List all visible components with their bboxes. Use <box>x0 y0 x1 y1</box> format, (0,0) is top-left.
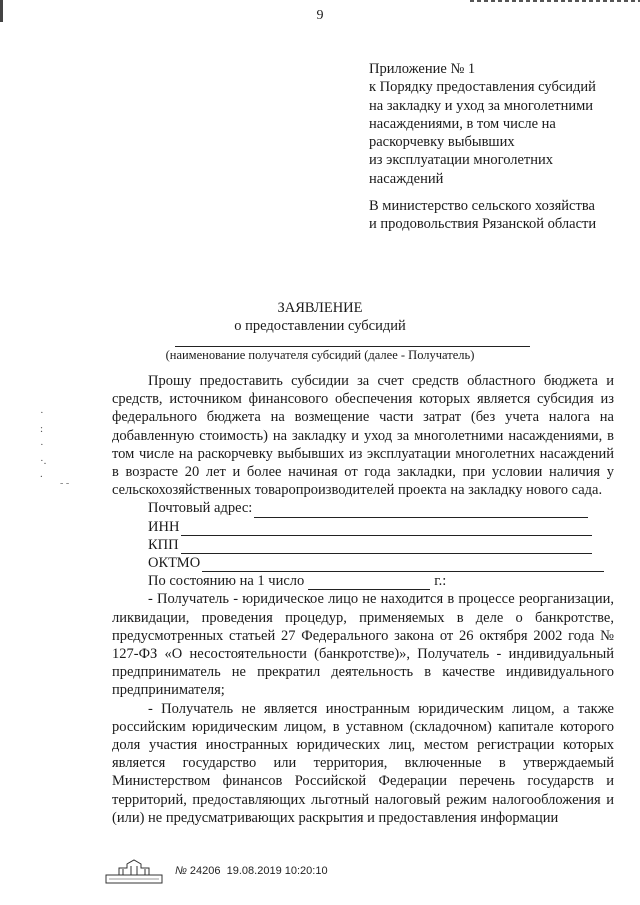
registration-number-sign: № <box>175 865 187 877</box>
appendix-line: раскорчевку выбывших <box>369 134 515 151</box>
addressee-line: В министерство сельского хозяйства <box>369 198 595 214</box>
oktmo-field <box>112 554 614 572</box>
scan-edge-mark <box>470 0 640 2</box>
addressee-block <box>369 197 629 234</box>
appendix-line: к Порядку предоставления субсидий <box>369 79 596 96</box>
margin-scan-marks: · : · ·. ∙ <box>40 407 47 483</box>
inn-label: ИНН <box>148 518 180 535</box>
postal-address-input[interactable] <box>254 503 588 518</box>
registry-logo-icon <box>105 858 163 884</box>
appendix-line: насаждений <box>369 170 444 187</box>
appendix-header <box>369 60 629 188</box>
registration-footer <box>105 858 328 884</box>
recipient-name-line[interactable] <box>175 346 530 347</box>
postal-address-field <box>112 499 614 517</box>
addressee-line: и продовольствия Рязанской области <box>369 216 597 233</box>
as-of-date-input[interactable] <box>308 575 430 590</box>
inn-field <box>112 518 614 536</box>
postal-address-label: Почтовый адрес: <box>148 500 253 517</box>
appendix-line: Приложение № 1 <box>369 61 476 77</box>
as-of-date-label: По состоянию на 1 число <box>148 573 305 590</box>
document-title: ЗАЯВЛЕНИЕ <box>277 300 363 316</box>
margin-scan-mark: - - <box>60 478 70 489</box>
registration-number: 24206 <box>189 865 221 877</box>
appendix-line: на закладку и уход за многолетними <box>369 97 594 114</box>
page-number: 9 <box>316 8 324 23</box>
registration-stamp <box>175 865 328 877</box>
document-subtitle: о предоставлении субсидий <box>234 318 406 334</box>
condition-paragraph: - Получатель не является иностранным юридическим лицом, а также российским юридическим лицом, в уставном (складочном) капитале которого доля участия иностранных юридических лиц, местом регистрации которых является государство или территория, включенные в утверждаемый Министерством финансов Российской Федерации перечень государств и территорий, предоставляющих льготный налоговый режим налогообложения и (или) не предусматривающих раскрытия и предоставления информации <box>112 700 614 826</box>
appendix-line: насаждениями, в том числе на <box>369 115 556 132</box>
condition-paragraph: - Получатель - юридическое лицо не находится в процессе реорганизации, ликвидации, проведения процедур, применяемых в деле о банкротстве, предусмотренных статьей 27 Федерального закона от 26 октября 2002 года № 127-ФЗ «О несостоятельности (банкротстве)», Получатель - индивидуальный предприниматель не прекратил деятельность в качестве индивидуального предпринимателя; <box>112 591 614 699</box>
inn-input[interactable] <box>181 521 592 536</box>
as-of-date-row <box>112 572 614 590</box>
registration-datetime: 19.08.2019 10:20:10 <box>226 865 328 877</box>
kpp-field <box>112 536 614 554</box>
appendix-line: из эксплуатации многолетних <box>369 152 554 169</box>
kpp-input[interactable] <box>181 539 592 554</box>
as-of-date-suffix: г.: <box>434 573 447 590</box>
oktmo-label: ОКТМО <box>148 554 201 571</box>
oktmo-input[interactable] <box>202 557 604 572</box>
kpp-label: КПП <box>148 536 179 553</box>
recipient-caption: (наименование получателя субсидий (далее - Получатель) <box>165 348 475 362</box>
request-paragraph: Прошу предоставить субсидии за счет средств областного бюджета и средств, источником финансового обеспечения которых является субсидия из федерального бюджета на возмещение части затрат (без учета налога на добавленную стоимость) на закладку и уход за многолетними насаждениями, в том числе на раскорчевку выбывших из эксплуатации многолетних насаждений в возрасте 20 лет и более начиная от года закладки, при условии наличия у сельскохозяйственных товаропроизводителей проекта на закладку нового сада. <box>112 373 614 499</box>
application-body <box>112 372 614 827</box>
